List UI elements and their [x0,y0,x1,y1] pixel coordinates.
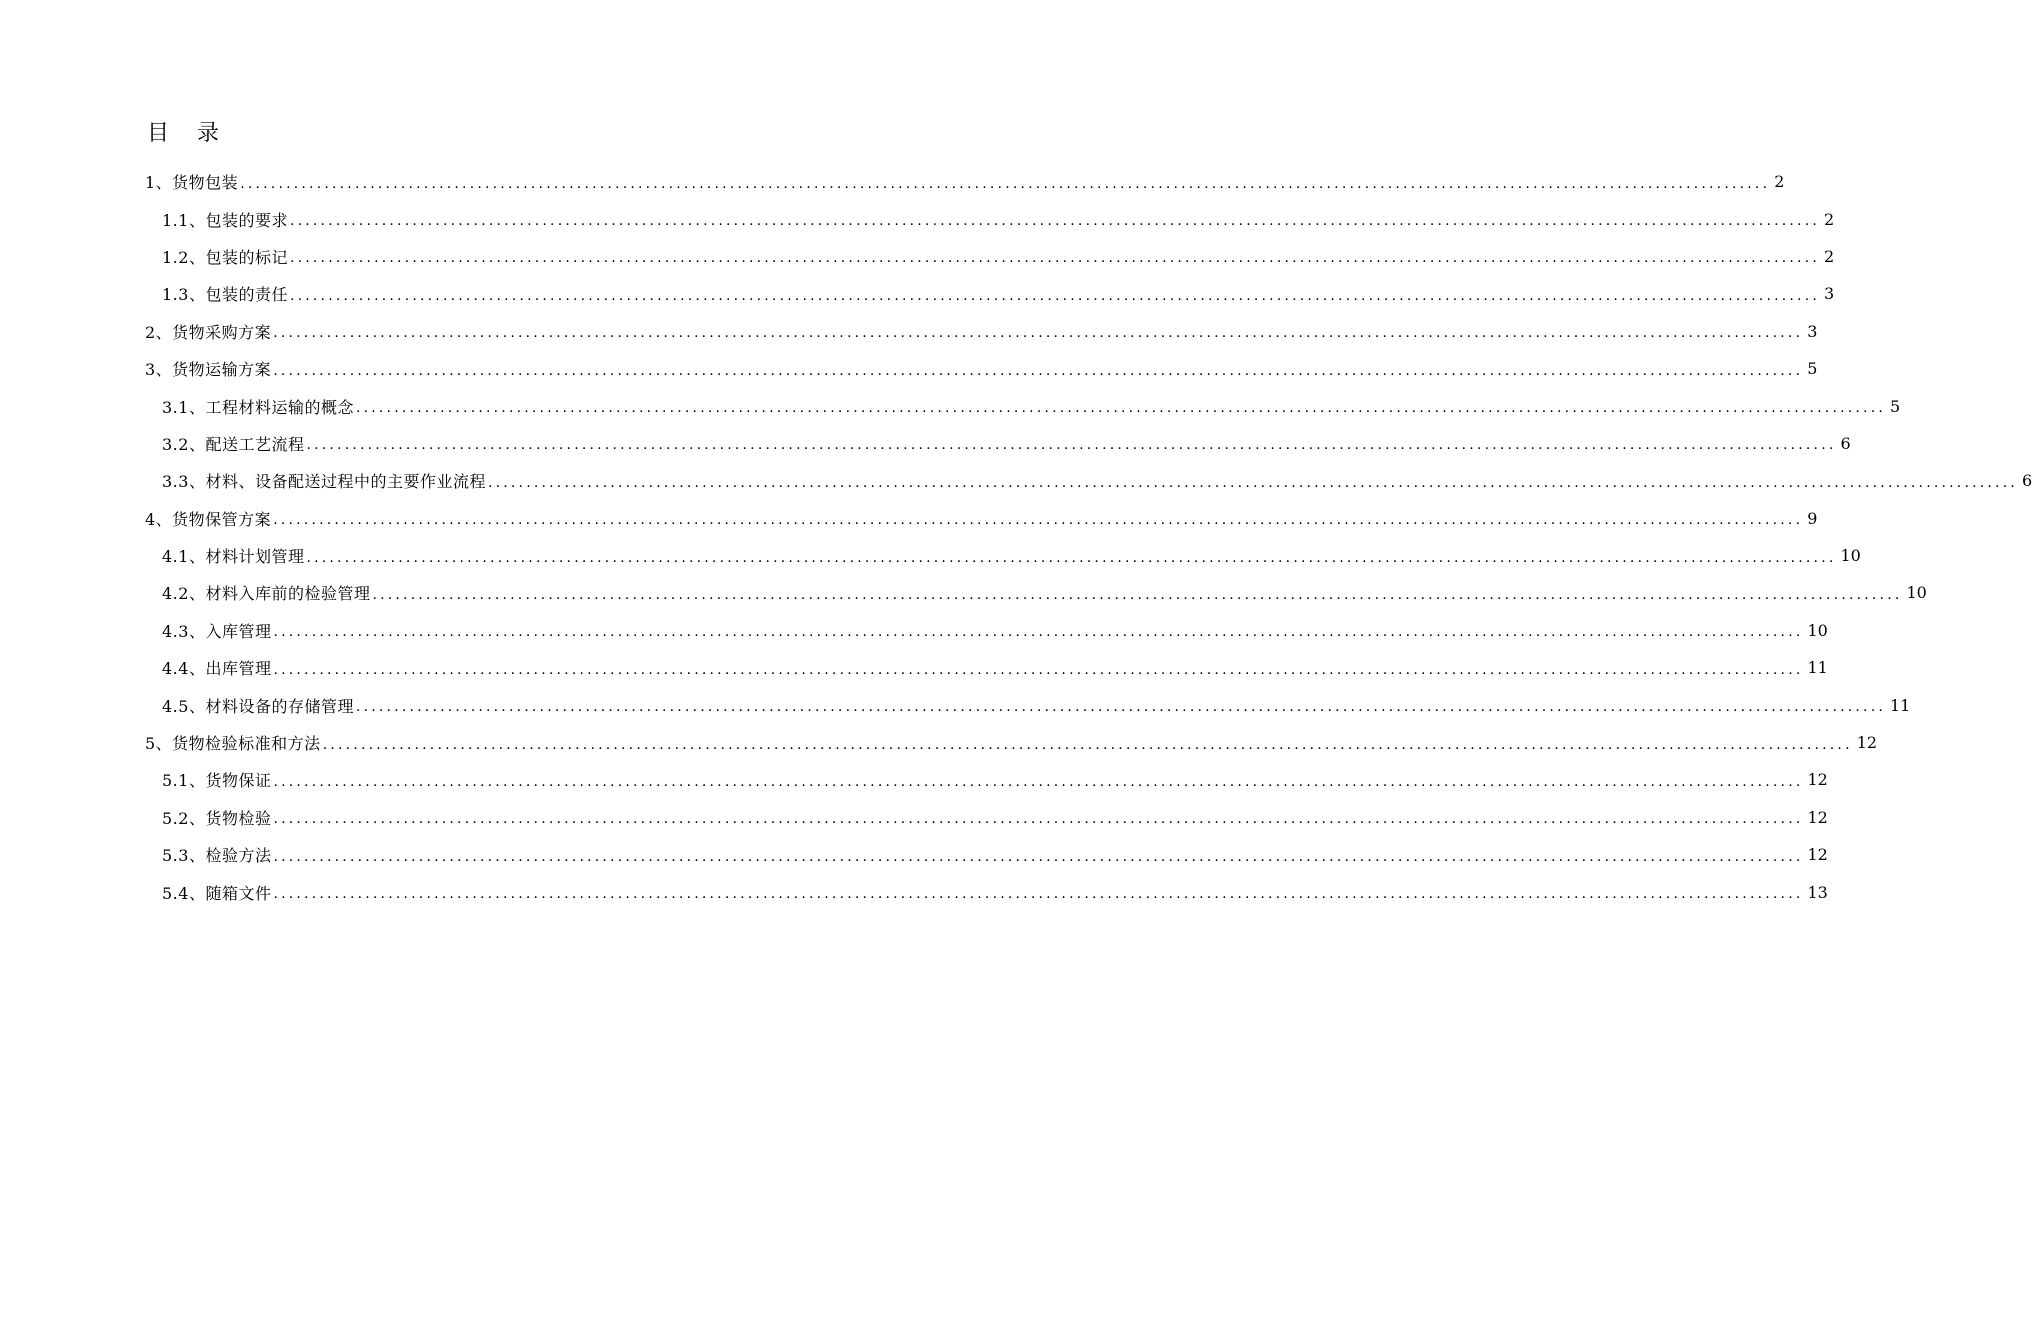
toc-entry-page: 6 [1840,433,1851,453]
toc-leader-dots: ........................................................................................................................................................................................................ [355,400,1886,417]
toc-entry-label: 4.5、材料设备的存储管理 [162,696,354,716]
toc-entry-page: 12 [1856,733,1878,753]
toc-leader-dots: ........................................................................................................................................................................................................ [273,886,1804,903]
toc-entry[interactable] [162,761,1828,798]
toc-leader-dots: ........................................................................................................................................................................................................ [273,773,1804,790]
toc-entry[interactable] [162,686,1911,723]
toc-list [0,163,2032,911]
toc-leader-dots: ........................................................................................................................................................................................................ [273,661,1804,678]
toc-entry-page: 12 [1807,845,1828,865]
toc-entry-label: 3、货物运输方案 [145,360,272,380]
toc-title: 目 录 [147,121,219,146]
toc-entry[interactable] [162,799,1828,836]
toc-entry[interactable] [162,537,1861,574]
toc-leader-dots: ........................................................................................................................................................................................................ [289,213,1820,230]
toc-entry-page: 10 [1807,620,1828,640]
toc-entry-page: 2 [1824,209,1835,229]
toc-entry[interactable] [162,425,1851,462]
toc-leader-dots: ........................................................................................................................................................................................................ [487,474,2018,491]
toc-entry-label: 3.2、配送工艺流程 [162,434,305,454]
toc-leader-dots: ........................................................................................................................................................................................................ [372,586,1903,603]
toc-leader-dots: ........................................................................................................................................................................................................ [289,287,1820,304]
toc-entry[interactable] [162,275,1835,312]
toc-entry[interactable] [145,163,1785,200]
toc-entry-label: 5.4、随箱文件 [162,883,272,903]
toc-entry[interactable] [162,574,1927,611]
toc-leader-dots: ........................................................................................................................................................................................................ [273,624,1804,641]
toc-entry[interactable] [162,462,2032,499]
toc-entry-page: 9 [1807,508,1818,528]
toc-entry-label: 1.2、包装的标记 [162,247,288,267]
toc-entry-label: 4、货物保管方案 [145,509,272,529]
toc-entry-label: 4.1、材料计划管理 [162,547,305,567]
toc-entry-page: 10 [1840,546,1861,566]
toc-entry-label: 1.1、包装的要求 [162,210,288,230]
toc-entry-label: 5.2、货物检验 [162,808,272,828]
toc-entry-label: 3.1、工程材料运输的概念 [162,397,354,417]
toc-entry[interactable] [162,238,1835,275]
toc-entry[interactable] [145,724,1878,761]
toc-entry-page: 12 [1807,807,1828,827]
toc-leader-dots: ........................................................................................................................................................................................................ [273,325,1804,342]
toc-leader-dots: ........................................................................................................................................................................................................ [273,362,1804,379]
toc-entry-page: 5 [1890,396,1901,416]
toc-leader-dots: ........................................................................................................................................................................................................ [306,549,1837,566]
toc-entry[interactable] [145,500,1818,537]
toc-entry[interactable] [145,313,1818,350]
toc-leader-dots: ........................................................................................................................................................................................................ [306,437,1837,454]
toc-entry[interactable] [162,836,1828,873]
toc-entry-page: 2 [1824,246,1835,266]
toc-leader-dots: ........................................................................................................................................................................................................ [273,512,1804,529]
toc-entry[interactable] [162,612,1828,649]
toc-entry-page: 12 [1807,770,1828,790]
toc-entry[interactable] [162,649,1828,686]
toc-entry-label: 4.2、材料入库前的检验管理 [162,584,371,604]
toc-entry-label: 1.3、包装的责任 [162,285,288,305]
toc-entry-page: 11 [1890,695,1911,715]
toc-entry-label: 3.3、材料、设备配送过程中的主要作业流程 [162,472,486,492]
toc-entry-label: 5.1、货物保证 [162,771,272,791]
toc-entry-label: 1、货物包装 [145,173,239,193]
toc-entry[interactable] [145,350,1818,387]
toc-leader-dots: ........................................................................................................................................................................................................ [240,175,1771,192]
toc-entry-page: 3 [1807,321,1818,341]
toc-leader-dots: ........................................................................................................................................................................................................ [289,250,1820,267]
toc-entry-label: 4.4、出库管理 [162,659,272,679]
toc-entry-page: 6 [2022,471,2032,491]
toc-entry-page: 10 [1906,583,1927,603]
toc-leader-dots: ........................................................................................................................................................................................................ [322,736,1853,753]
toc-entry[interactable] [162,873,1828,910]
toc-entry[interactable] [162,200,1835,237]
toc-entry-page: 11 [1807,658,1828,678]
toc-entry-page: 5 [1807,359,1818,379]
toc-leader-dots: ........................................................................................................................................................................................................ [273,848,1804,865]
toc-leader-dots: ........................................................................................................................................................................................................ [273,811,1804,828]
toc-entry-label: 2、货物采购方案 [145,322,272,342]
toc-entry-label: 5、货物检验标准和方法 [145,734,321,754]
toc-entry-page: 13 [1807,882,1828,902]
toc-entry-label: 4.3、入库管理 [162,621,272,641]
toc-entry-page: 3 [1824,284,1835,304]
toc-entry[interactable] [162,387,1901,424]
toc-leader-dots: ........................................................................................................................................................................................................ [355,699,1886,716]
toc-entry-page: 2 [1774,172,1785,192]
toc-entry-label: 5.3、检验方法 [162,846,272,866]
